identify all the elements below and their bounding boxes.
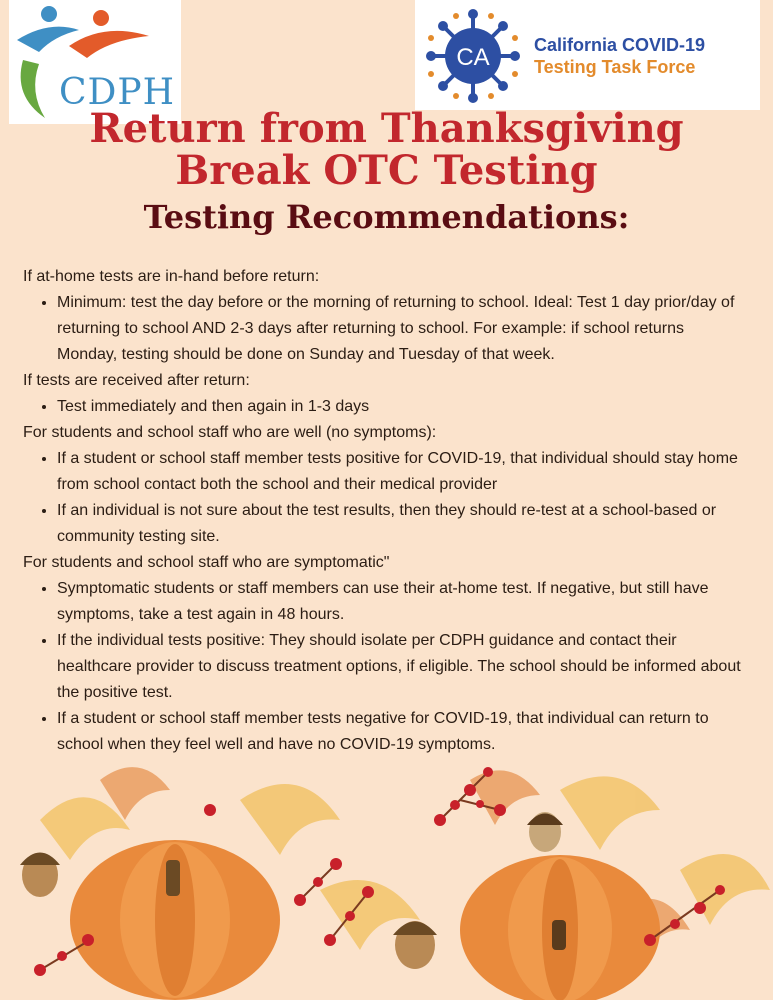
list-item: • If an individual is not sure about the test results, then they should re-test at a school-based or community testing site. — [57, 498, 743, 550]
section-heading: If tests are received after return: — [23, 372, 250, 389]
taskforce-name — [534, 34, 705, 78]
section-heading: If at-home tests are in-hand before return: — [23, 268, 320, 285]
autumn-decoration — [0, 760, 773, 1000]
section-heading: For students and school staff who are symptomatic" — [23, 554, 390, 571]
taskforce-line2: Testing Task Force — [534, 57, 696, 77]
taskforce-line1: California COVID-19 — [534, 35, 706, 55]
cdph-wordmark: CDPH — [59, 72, 176, 113]
bullet-list — [23, 576, 743, 758]
bullet-list — [23, 394, 743, 420]
section-heading: For students and school staff who are well (no symptoms): — [23, 424, 437, 441]
virus-badge-icon — [421, 8, 525, 104]
list-item: • If a student or school staff member tests positive for COVID-19, that individual should stay home from school contact both the school and their medical provider — [57, 446, 743, 498]
page-subtitle: Testing Recommendations: — [143, 198, 630, 236]
list-item: • Minimum: test the day before or the morning of returning to school. Ideal: Test 1 day prior/day of returning to school AND 2-3 days after returning to school. For example: if school returns Monday, testing should be done on Sunday and Tuesday of that week. — [57, 290, 743, 368]
page-title — [0, 105, 773, 194]
title-line-1: Return from Thanksgiving — [89, 105, 684, 152]
list-item: • Symptomatic students or staff members can use their at-home test. If negative, but still have symptoms, take a test again in 48 hours. — [57, 576, 743, 628]
recommendations — [23, 264, 743, 758]
list-item: • Test immediately and then again in 1-3 days — [57, 394, 743, 420]
list-item: • If the individual tests positive: They should isolate per CDPH guidance and contact their healthcare provider to discuss treatment options, if eligible. The school should be informed about the positive test. — [57, 628, 743, 706]
list-item: • If a student or school staff member tests negative for COVID-19, that individual can return to school when they feel well and have no COVID-19 symptoms. — [57, 706, 743, 758]
pumpkin-icon — [460, 855, 660, 1000]
bullet-list — [23, 290, 743, 368]
title-line-2: Break OTC Testing — [175, 147, 598, 194]
ca-badge-text: CA — [456, 44, 490, 71]
bullet-list — [23, 446, 743, 550]
pumpkin-icon — [70, 840, 280, 1000]
